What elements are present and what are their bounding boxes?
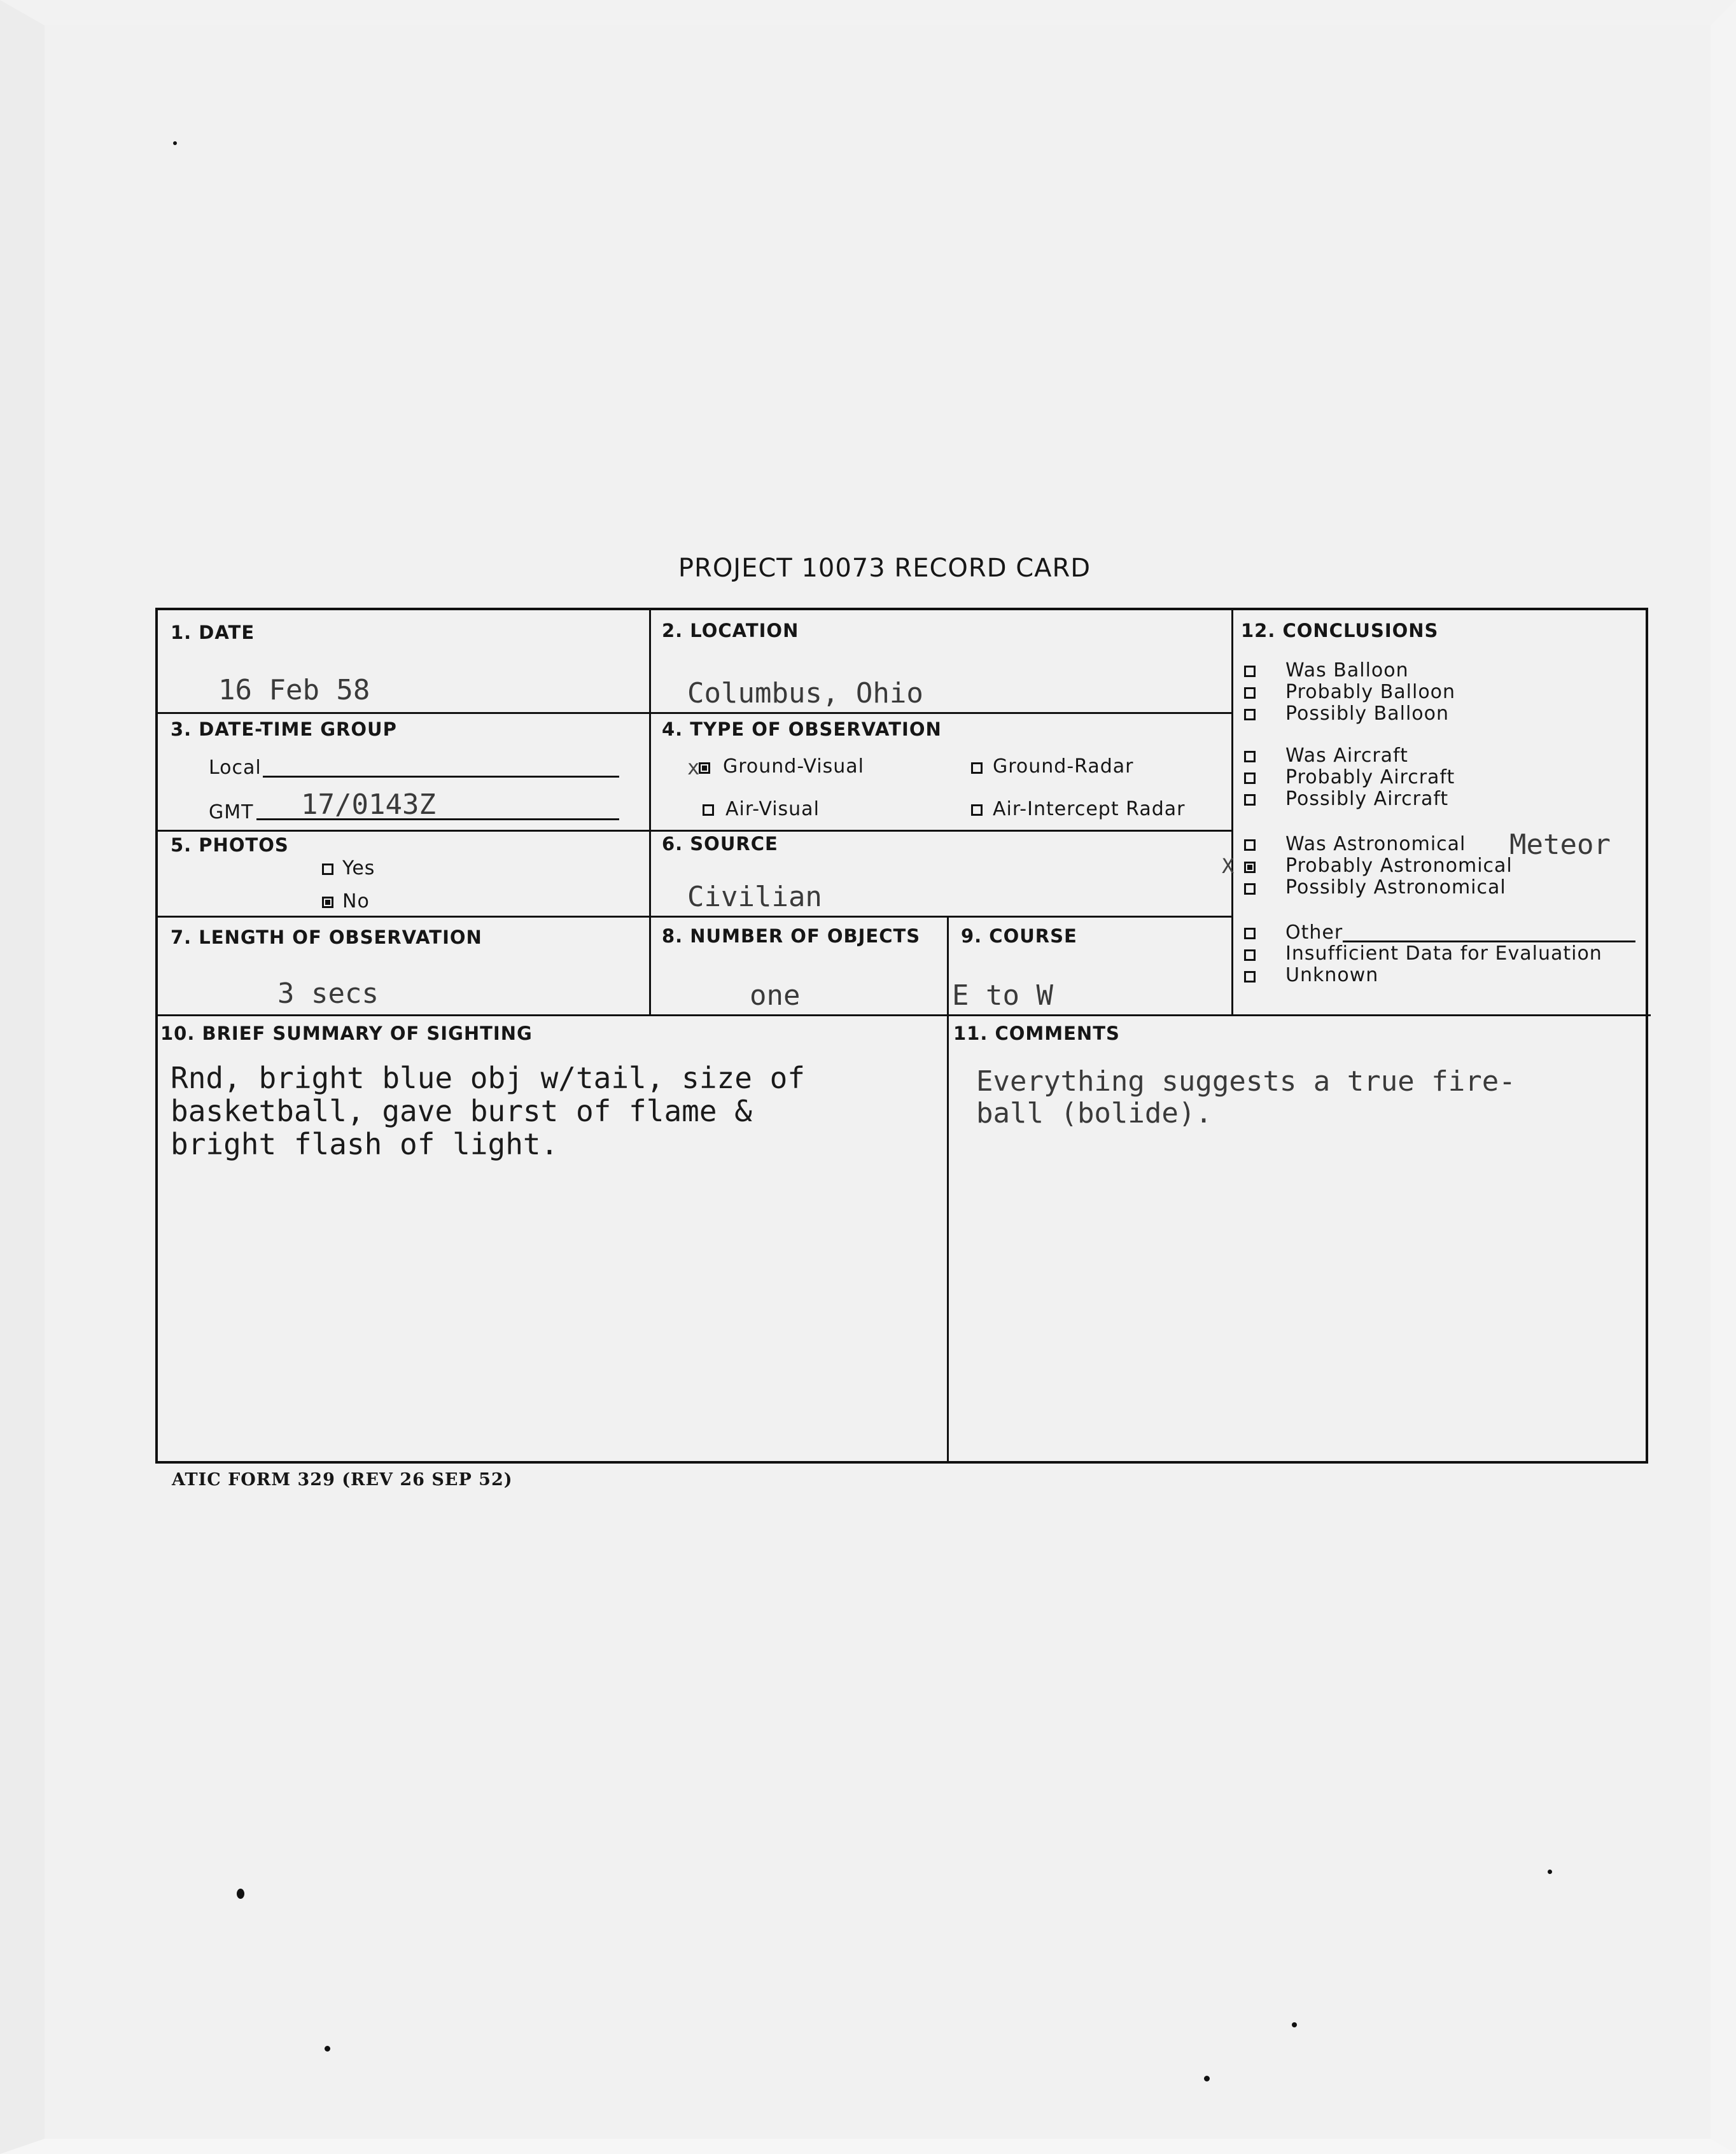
possibly-astronomical-checkbox[interactable] (1244, 883, 1256, 895)
date-label: 1. DATE (171, 622, 255, 643)
meteor-annotation: Meteor (1509, 829, 1611, 861)
brief-summary-line: Rnd, bright blue obj w/tail, size of (171, 1061, 805, 1095)
comments-label: 11. COMMENTS (953, 1023, 1120, 1044)
number-of-objects-label: 8. NUMBER OF OBJECTS (662, 925, 921, 947)
location-label: 2. LOCATION (662, 620, 799, 641)
gmt-value: 17/0143Z (301, 788, 436, 821)
date-time-group-label: 3. DATE-TIME GROUP (171, 718, 397, 740)
other-checkbox[interactable] (1244, 928, 1256, 939)
was-aircraft-checkbox[interactable] (1244, 751, 1256, 762)
divider (649, 610, 651, 1014)
conclusions-label: 12. CONCLUSIONS (1241, 620, 1439, 641)
gmt-label: GMT (209, 801, 254, 823)
air-intercept-radar-label: Air-Intercept Radar (993, 798, 1186, 820)
divider (158, 830, 1233, 832)
type-of-observation-label: 4. TYPE OF OBSERVATION (662, 718, 942, 740)
course-label: 9. COURSE (961, 925, 1077, 947)
photos-yes-checkbox[interactable] (322, 864, 333, 875)
card-title: PROJECT 10073 RECORD CARD (678, 554, 1091, 583)
divider (947, 916, 949, 1463)
location-value: Columbus, Ohio (687, 677, 923, 710)
other-label: Other (1285, 921, 1343, 944)
insufficient-data-checkbox[interactable] (1244, 949, 1256, 961)
possibly-astronomical-label: Possibly Astronomical (1285, 876, 1506, 899)
course-value: E to W (952, 979, 1053, 1012)
length-of-observation-value: 3 secs (277, 977, 379, 1010)
length-of-observation-label: 7. LENGTH OF OBSERVATION (171, 927, 482, 948)
insufficient-data-label: Insufficient Data for Evaluation (1285, 942, 1602, 965)
unknown-label: Unknown (1285, 964, 1379, 986)
was-astronomical-label: Was Astronomical (1285, 833, 1466, 855)
number-of-objects-value: one (750, 979, 801, 1012)
possibly-aircraft-checkbox[interactable] (1244, 794, 1256, 806)
possibly-aircraft-label: Possibly Aircraft (1285, 788, 1449, 810)
probably-balloon-checkbox[interactable] (1244, 687, 1256, 699)
divider (1231, 610, 1233, 1016)
scan-speck (325, 2046, 330, 2052)
scan-speck (1292, 2022, 1297, 2027)
comments-line: ball (bolide). (976, 1097, 1212, 1129)
scan-speck (1204, 2076, 1210, 2081)
ground-visual-label: Ground-Visual (723, 755, 864, 778)
scan-speck (173, 141, 177, 145)
probably-aircraft-label: Probably Aircraft (1285, 766, 1455, 788)
divider (158, 916, 1233, 918)
record-card (155, 608, 1648, 1464)
date-value: 16 Feb 58 (218, 674, 370, 706)
ground-visual-checkbox[interactable] (699, 762, 710, 774)
air-intercept-radar-checkbox[interactable] (971, 804, 983, 816)
possibly-balloon-checkbox[interactable] (1244, 709, 1256, 720)
was-balloon-label: Was Balloon (1285, 659, 1409, 682)
divider (158, 712, 1233, 714)
was-astronomical-checkbox[interactable] (1244, 839, 1256, 851)
was-balloon-checkbox[interactable] (1244, 666, 1256, 677)
air-visual-label: Air-Visual (725, 798, 820, 820)
ground-radar-label: Ground-Radar (993, 755, 1134, 778)
was-aircraft-label: Was Aircraft (1285, 745, 1408, 767)
form-footer: ATIC FORM 329 (REV 26 SEP 52) (172, 1470, 513, 1490)
probably-astronomical-label: Probably Astronomical (1285, 855, 1513, 877)
check-x-mark: x (687, 755, 700, 780)
photos-no-label: No (342, 890, 370, 913)
divider (158, 1014, 1651, 1016)
unknown-checkbox[interactable] (1244, 971, 1256, 983)
brief-summary-line: bright flash of light. (171, 1127, 559, 1161)
ground-radar-checkbox[interactable] (971, 762, 983, 774)
brief-summary-label: 10. BRIEF SUMMARY OF SIGHTING (160, 1023, 533, 1044)
conclusion-x-mark: X (1222, 854, 1235, 878)
source-value: Civilian (687, 881, 822, 913)
possibly-balloon-label: Possibly Balloon (1285, 703, 1449, 725)
photos-label: 5. PHOTOS (171, 834, 289, 856)
brief-summary-line: basketball, gave burst of flame & (171, 1094, 752, 1128)
local-line (263, 776, 619, 778)
local-label: Local (209, 757, 262, 779)
photos-yes-label: Yes (342, 857, 375, 879)
probably-balloon-label: Probably Balloon (1285, 681, 1456, 703)
probably-aircraft-checkbox[interactable] (1244, 773, 1256, 784)
scan-speck (237, 1889, 244, 1899)
photos-no-checkbox[interactable] (322, 897, 333, 908)
air-visual-checkbox[interactable] (703, 804, 714, 816)
probably-astronomical-checkbox[interactable] (1244, 862, 1256, 873)
source-label: 6. SOURCE (662, 833, 778, 855)
scan-speck (1548, 1870, 1552, 1874)
comments-line: Everything suggests a true fire- (976, 1065, 1516, 1098)
